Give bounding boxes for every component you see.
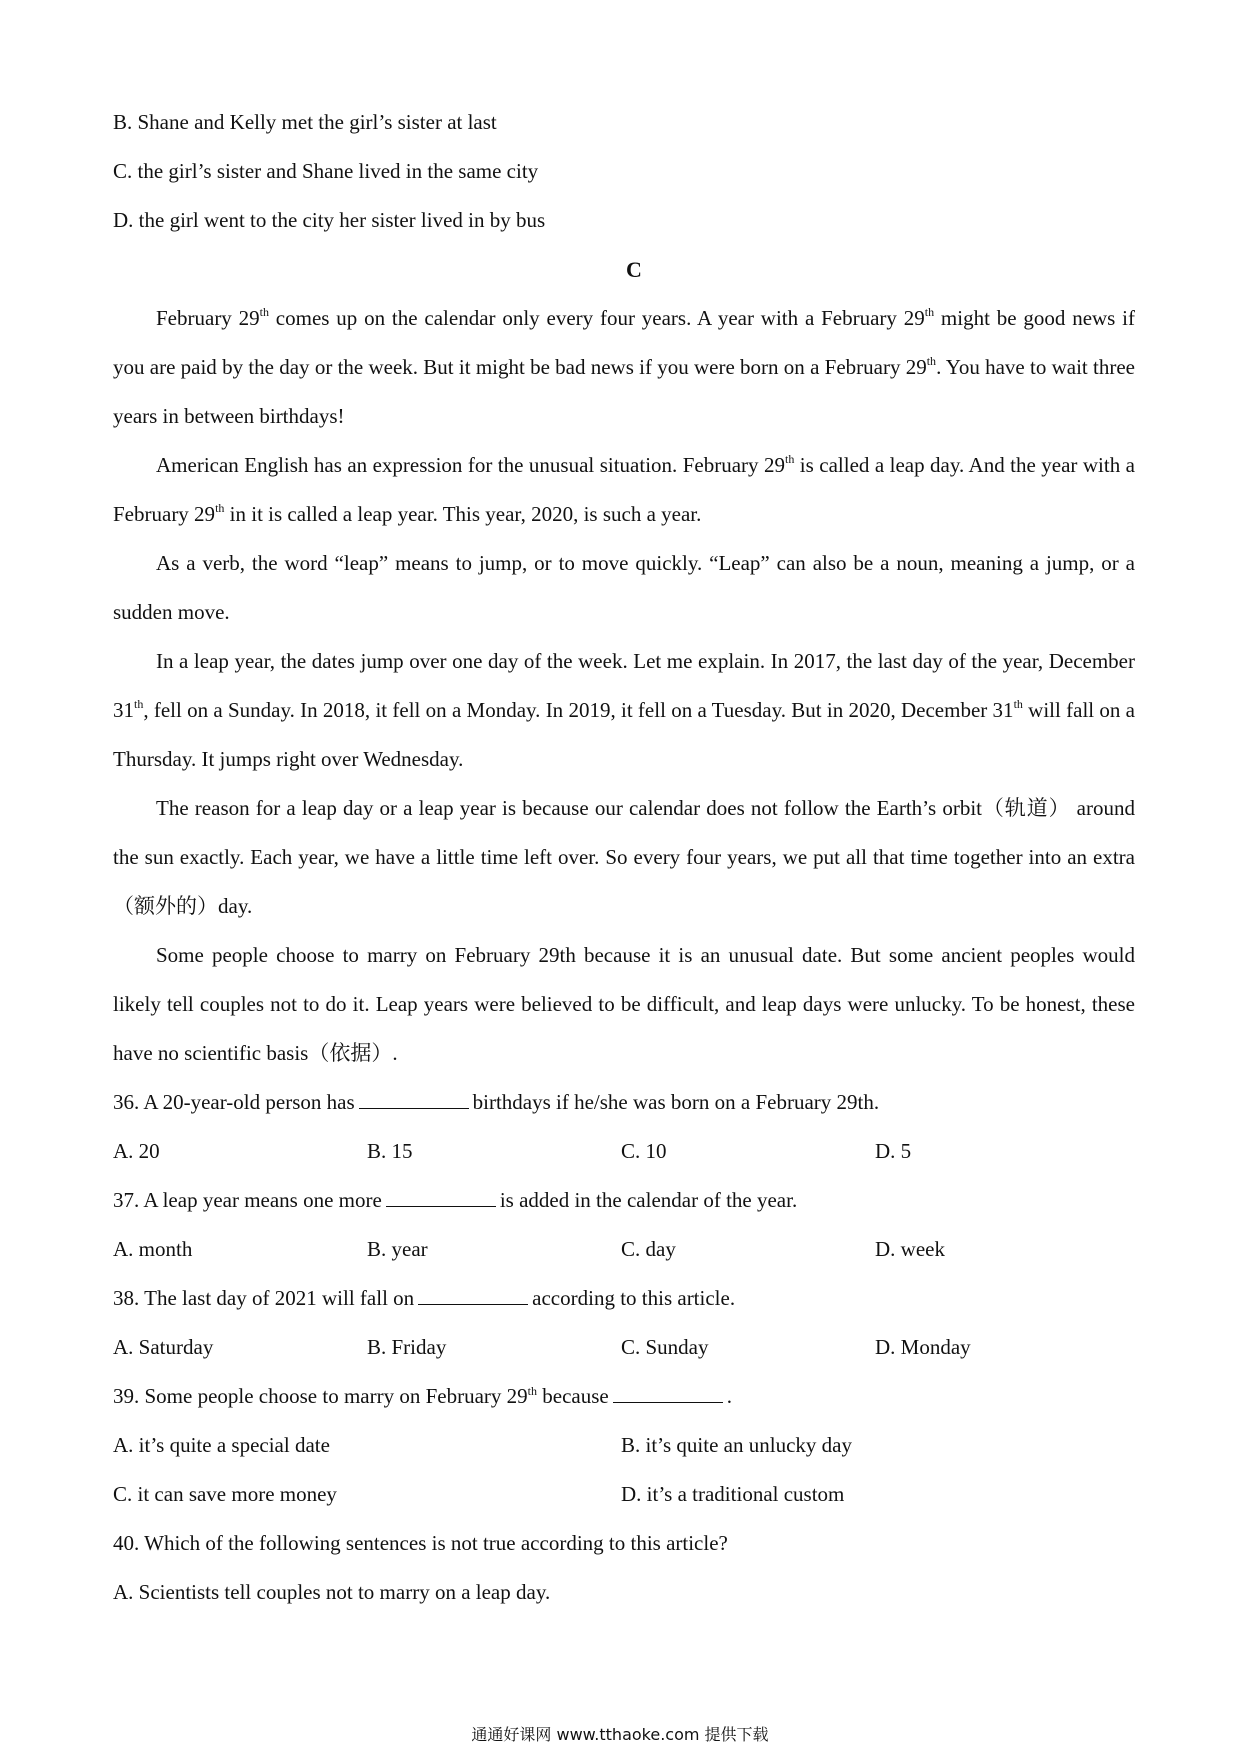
document-content — [113, 98, 1135, 1617]
answer-blank — [386, 1188, 496, 1207]
passage-paragraph-2: American English has an expression for the unusual situation. February 29th is called a leap day. And the year with a February 29th in it is called a leap year. This year, 2020, is such a year. — [113, 452, 1135, 526]
option-c: C. it can save more money — [113, 1482, 337, 1506]
passage-paragraph-4: In a leap year, the dates jump over one day of the week. Let me explain. In 2017, the last day of the year, December 31th, fell on a Sunday. In 2018, it fell on a Monday. In 2019, it fell on a Tuesday. But in 2020, December 31th will fall on a Thursday. It jumps right over Wednesday. — [113, 649, 1135, 771]
option-a: A. 20 — [113, 1139, 160, 1163]
question-38: 38. The last day of 2021 will fall on according to this article. — [113, 1286, 736, 1310]
question-37-options — [113, 1225, 1135, 1274]
prev-option-b: B. Shane and Kelly met the girl’s sister at last — [113, 110, 497, 134]
passage-paragraph-1: February 29th comes up on the calendar only every four years. A year with a February 29th might be good news if you are paid by the day or the week. But it might be bad news if you were born on a February 29th. You have to wait three years in between birthdays! — [113, 305, 1136, 428]
question-40: 40. Which of the following sentences is not true according to this article? — [113, 1531, 728, 1555]
question-37: 37. A leap year means one more is added in the calendar of the year. — [113, 1188, 798, 1212]
question-39-options-row-2 — [113, 1470, 1135, 1519]
option-d: D. it’s a traditional custom — [621, 1482, 845, 1506]
option-a: A. it’s quite a special date — [113, 1433, 330, 1457]
option-a: A. Saturday — [113, 1335, 214, 1359]
question-38-options — [113, 1323, 1135, 1372]
prev-option-d: D. the girl went to the city her sister lived in by bus — [113, 208, 546, 232]
option-a: A. month — [113, 1237, 193, 1261]
option-d: D. 5 — [875, 1139, 912, 1163]
answer-blank — [613, 1384, 723, 1403]
question-39: 39. Some people choose to marry on February 29th because . — [113, 1384, 732, 1408]
option-c: C. Sunday — [621, 1335, 709, 1359]
option-c: C. 10 — [621, 1139, 667, 1163]
section-title: C — [626, 257, 642, 282]
question-36-options — [113, 1127, 1135, 1176]
passage-paragraph-3: As a verb, the word “leap” means to jump, or to move quickly. “Leap” can also be a noun, meaning a jump, or a sudden move. — [113, 551, 1135, 624]
option-b: B. it’s quite an unlucky day — [621, 1433, 852, 1457]
option-c: C. day — [621, 1237, 676, 1261]
option-b: B. Friday — [367, 1335, 447, 1359]
answer-blank — [418, 1286, 528, 1305]
option-d: D. Monday — [875, 1335, 971, 1359]
option-d: D. week — [875, 1237, 945, 1261]
option-b: B. 15 — [367, 1139, 413, 1163]
question-36: 36. A 20-year-old person has birthdays if he/she was born on a February 29th. — [113, 1090, 880, 1114]
question-39-options-row-1 — [113, 1421, 1135, 1470]
prev-option-c: C. the girl’s sister and Shane lived in the same city — [113, 159, 539, 183]
answer-blank — [359, 1090, 469, 1109]
option-b: B. year — [367, 1237, 428, 1261]
passage-paragraph-6: Some people choose to marry on February 29th because it is an unusual date. But some ancient peoples would likely tell couples not to do it. Leap years were believed to be difficult, and leap days were unlucky. To be honest, these have no scientific basis（依据）. — [113, 943, 1135, 1065]
page-footer: 通通好课网 www.tthaoke.com 提供下载 — [471, 1725, 769, 1744]
question-40-option-a: A. Scientists tell couples not to marry on a leap day. — [113, 1580, 551, 1604]
passage-paragraph-5: The reason for a leap day or a leap year is because our calendar does not follow the Earth’s orbit（轨道） around the sun exactly. Each year, we have a little time left over. So every four years, we put all that time together into an extra（额外的）day. — [113, 796, 1135, 918]
